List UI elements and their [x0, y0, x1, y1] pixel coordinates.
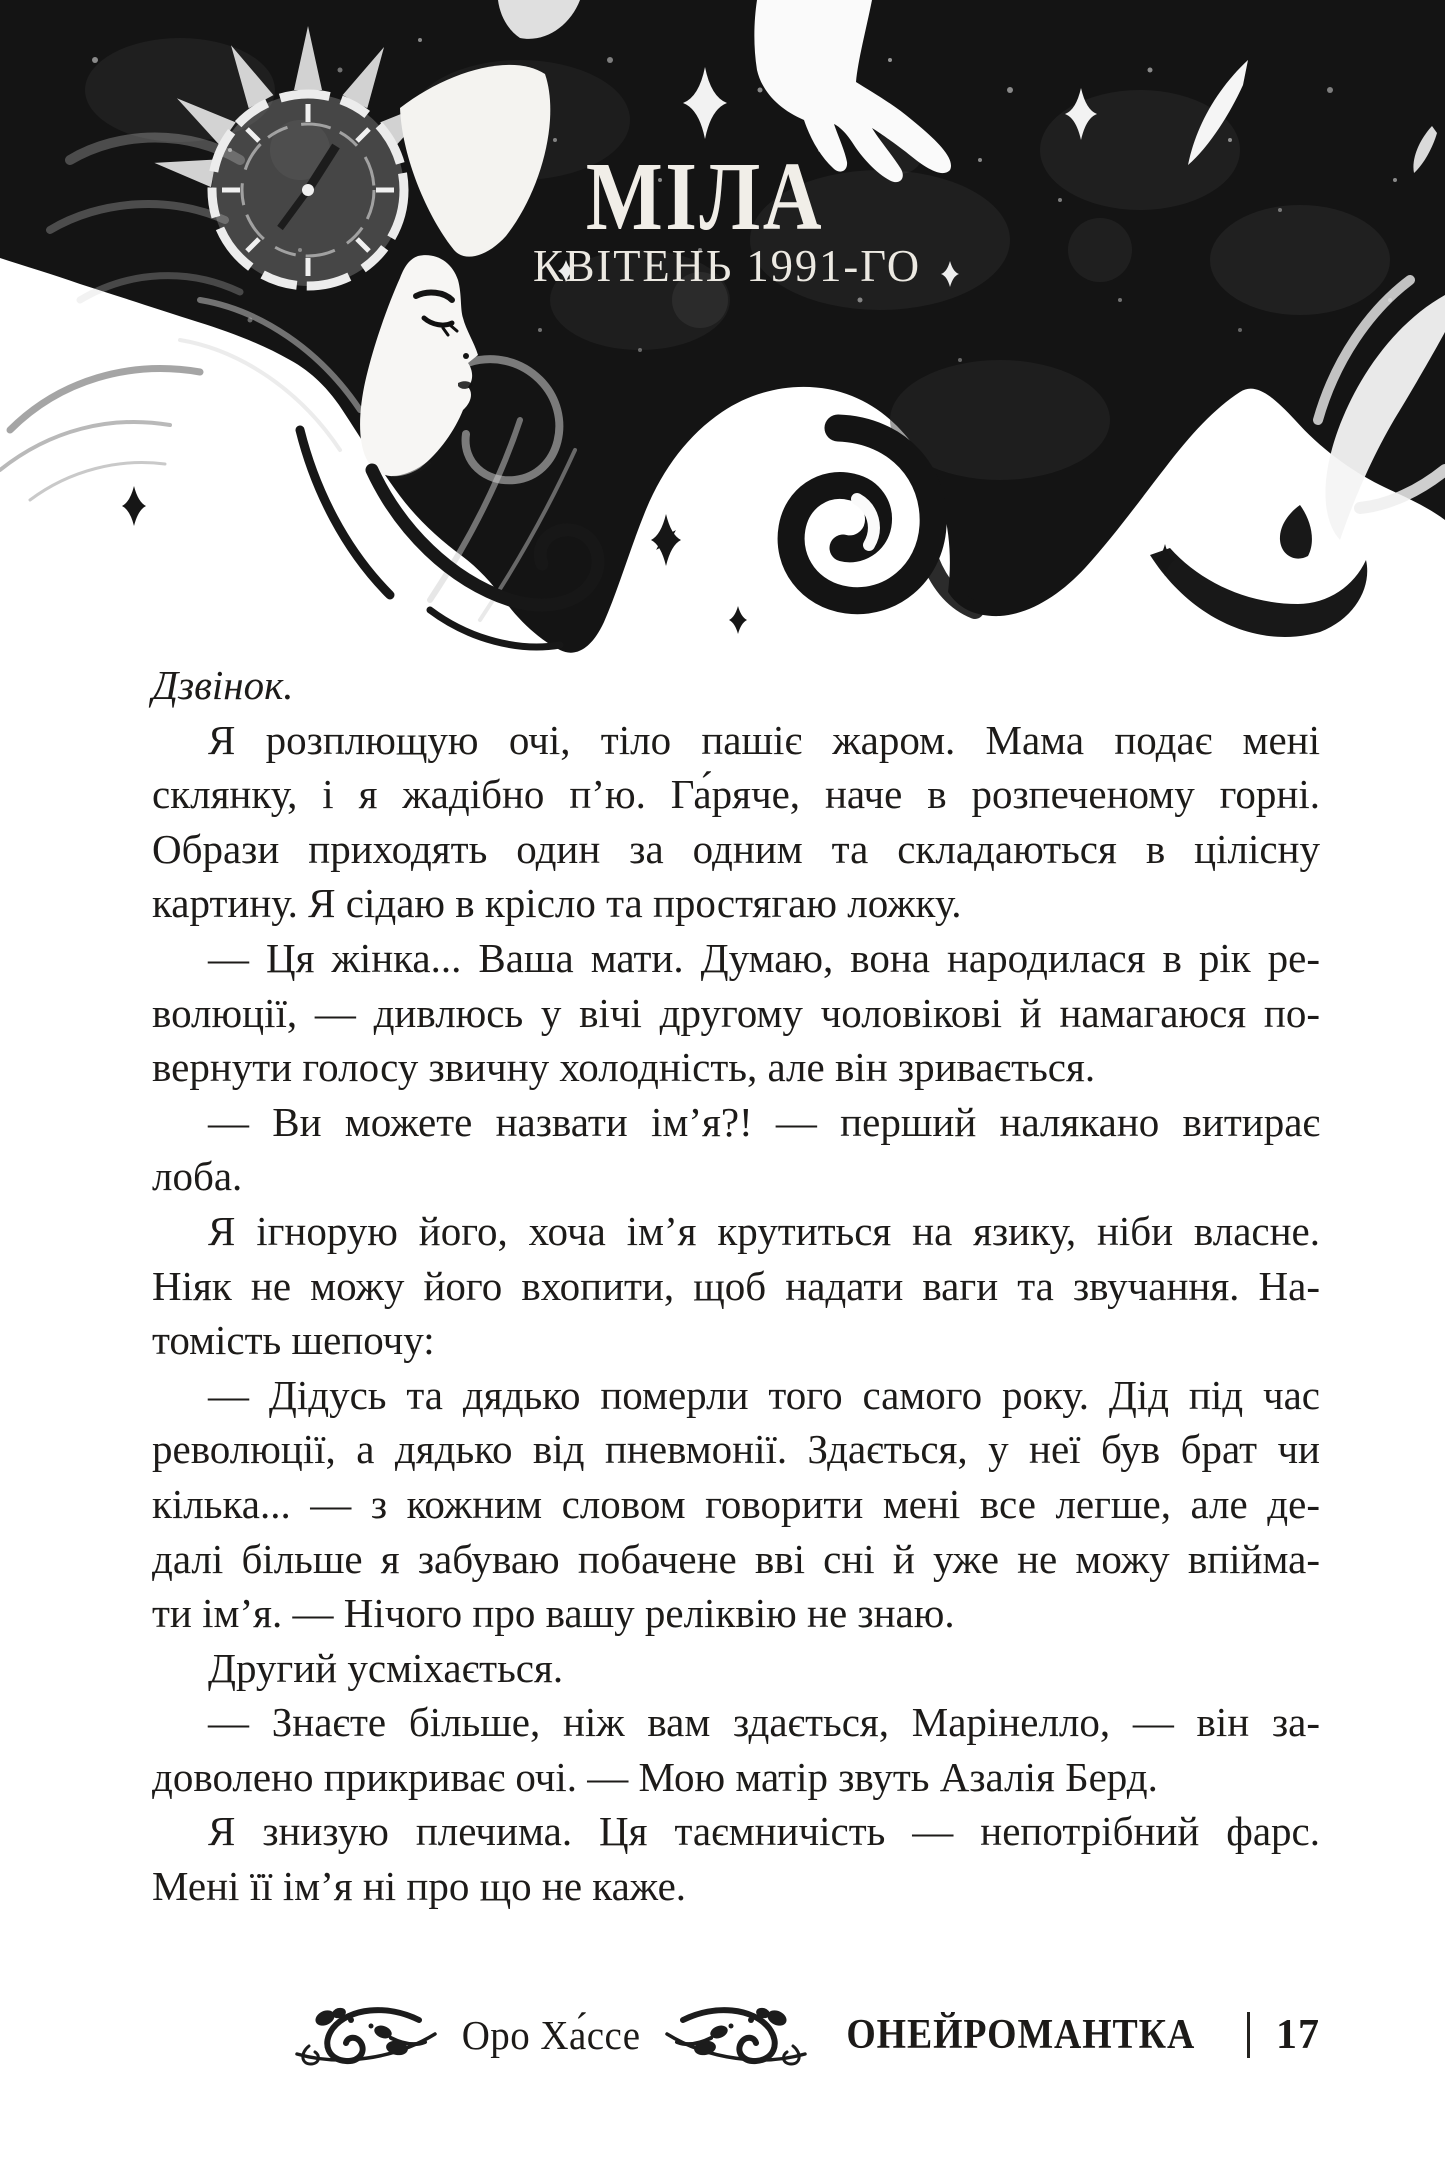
text-line: Дзвінок.	[152, 662, 294, 708]
text-line: волюції, — дивлюсь у вічі другому чоловікові й намагаюся по-	[152, 989, 1320, 1036]
text-line: кілька... — з кожним словом говорити мені все легше, але де-	[152, 1480, 1320, 1527]
header-ink-artwork	[0, 0, 1445, 670]
chapter-title: МІЛА	[585, 143, 825, 250]
text-line: Мені її ім’я ні про що не каже.	[152, 1863, 687, 1910]
text-line: томість шепочу:	[152, 1317, 435, 1364]
floral-flourish-icon	[661, 2004, 811, 2066]
chapter-subtitle: КВІТЕНЬ 1991-ГО	[533, 240, 921, 291]
page-footer	[0, 2002, 1320, 2068]
text-line: — Ви можете назвати ім’я?! — перший налякано витирає	[208, 1098, 1320, 1145]
text-line: доволено прикриває очі. — Мою матір звуть Азалія Берд.	[152, 1753, 1158, 1800]
text-line: — Знаєте більше, ніж вам здається, Марінелло, — він за-	[208, 1699, 1320, 1746]
text-line: Ніяк не можу його вхопити, щоб надати ваги та звучання. На-	[152, 1262, 1320, 1309]
text-line: Образи приходять один за одним та складаються в цілісну	[152, 825, 1320, 872]
text-line: — Ця жінка... Ваша мати. Думаю, вона народилася в рік ре-	[208, 934, 1320, 981]
text-line: картину. Я сідаю в крісло та простягаю ложку.	[152, 880, 962, 927]
text-line: вернути голосу звичну холодність, але він зривається.	[152, 1044, 1096, 1091]
text-line: Другий усміхається.	[208, 1644, 564, 1691]
text-line: Я ігнорую його, хоча ім’я крутиться на язику, ніби власне.	[208, 1207, 1320, 1254]
text-line: ти ім’я. — Нічого про вашу реліквію не знаю.	[152, 1590, 955, 1637]
footer-page-number: 17	[1276, 2012, 1320, 2058]
floral-flourish-icon	[291, 2004, 441, 2066]
gray-curls	[0, 369, 200, 500]
text-line: — Дідусь та дядько померли того самого року. Дід під час	[208, 1371, 1320, 1418]
text-line: склянку, і я жадібно п’ю. Га́ряче, наче в розпеченому горні.	[152, 771, 1320, 818]
footer-divider	[1247, 2012, 1250, 2058]
footer-author: Оро Ха́ссе	[461, 2012, 641, 2058]
text-line: Я розплющую очі, тіло пашіє жаром. Мама подає мені	[208, 716, 1320, 763]
body-text	[152, 658, 1320, 1914]
text-line: далі більше я забуваю побачене вві сні й уже не можу впійма-	[152, 1535, 1320, 1582]
footer-book-title: ОНЕЙРОМАНТКА	[846, 2012, 1196, 2058]
text-line: Я знизую плечима. Ця таємничість — непотрібний фарс.	[208, 1808, 1320, 1855]
text-line: лоба.	[152, 1153, 243, 1200]
text-line: революції, а дядько від пневмонії. Здається, у неї був брат чи	[152, 1426, 1320, 1473]
